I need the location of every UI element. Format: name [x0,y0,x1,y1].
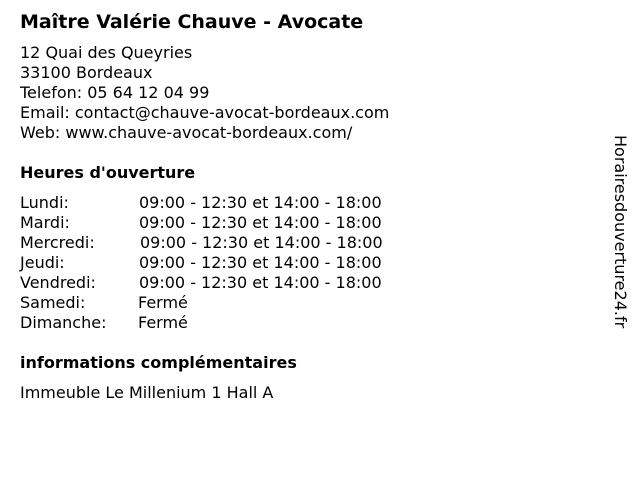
day-label: Vendredi: [20,273,96,292]
address-city: 33100 Bordeaux [20,63,153,82]
time-value: 09:00 - 12:30 et 14:00 - 18:00 [139,253,382,272]
day-label: Mercredi: [20,233,95,252]
info-heading: informations complémentaires [20,353,297,372]
day-label: Lundi: [20,193,69,212]
hours-heading: Heures d'ouverture [20,163,196,182]
time-value: 09:00 - 12:30 et 14:00 - 18:00 [140,233,383,252]
info-text: Immeuble Le Millenium 1 Hall A [20,383,274,402]
time-value: 09:00 - 12:30 et 14:00 - 18:00 [139,213,382,232]
email-address[interactable]: Email: contact@chauve-avocat-bordeaux.com [20,103,390,122]
website-url[interactable]: Web: www.chauve-avocat-bordeaux.com/ [20,123,353,142]
site-watermark: Horairesdouverture24.fr [611,135,630,329]
day-label: Dimanche: [20,313,107,332]
day-label: Samedi: [20,293,86,312]
time-value: 09:00 - 12:30 et 14:00 - 18:00 [139,193,382,212]
page-title: Maître Valérie Chauve - Avocate [20,11,364,33]
day-label: Jeudi: [20,253,65,272]
day-label: Mardi: [20,213,70,232]
time-value: 09:00 - 12:30 et 14:00 - 18:00 [139,273,382,292]
address-street: 12 Quai des Queyries [20,43,193,62]
time-value: Fermé [138,293,188,312]
phone-number[interactable]: Telefon: 05 64 12 04 99 [20,83,210,102]
address-block [20,43,389,143]
time-value: Fermé [138,313,188,332]
